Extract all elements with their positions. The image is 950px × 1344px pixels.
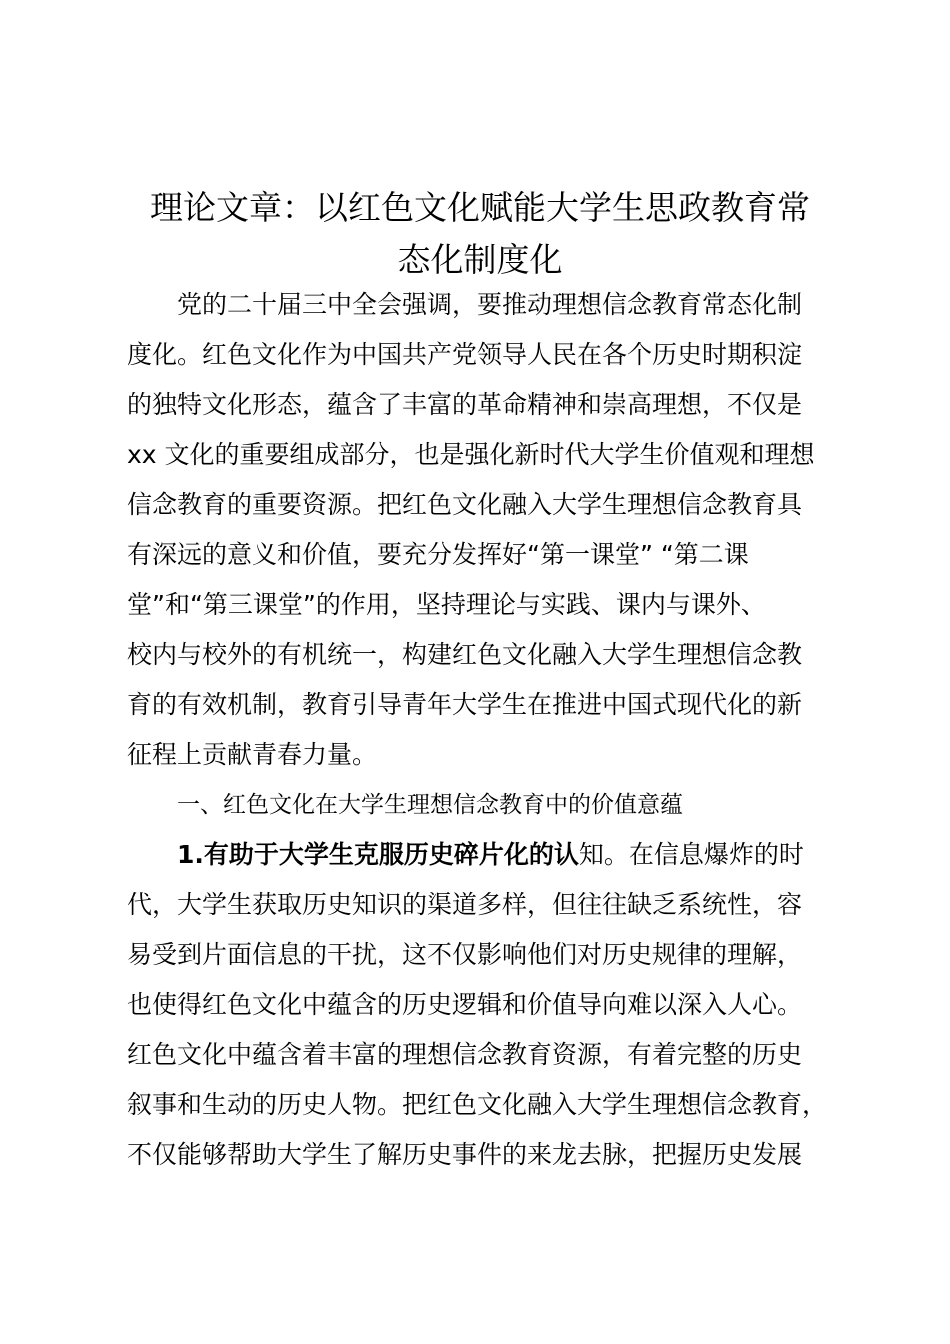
document-body (127, 280, 837, 1180)
intro-paragraph (127, 280, 837, 780)
document-title (110, 182, 850, 286)
paragraph-line: 堂”和“第三课堂”的作用，坚持理论与实践、课内与课外、 (127, 590, 766, 619)
subsection-first-line (127, 830, 837, 880)
paragraph-line: 征程上贡献青春力量。 (127, 740, 378, 769)
subsection-lead-rest: 知。在信息爆炸的时 (578, 840, 804, 869)
paragraph-line: 易受到片面信息的干扰，这不仅影响他们对历史规律的理解， (127, 940, 803, 969)
paragraph-line: 代，大学生获取历史知识的渠道多样，但往往缺乏系统性，容 (127, 890, 803, 919)
paragraph-line: 党的二十届三中全会强调，要推动理想信念教育常态化制 (177, 290, 803, 319)
paragraph-line: xx 文化的重要组成部分，也是强化新时代大学生价值观和理想 (127, 440, 815, 469)
paragraph-line: 的独特文化形态，蕴含了丰富的革命精神和崇高理想，不仅是 (127, 390, 803, 419)
title-line-1: 理论文章：以红色文化赋能大学生思政教育常 (150, 188, 810, 227)
paragraph-line: 有深远的意义和价值，要充分发挥好“第一课堂” “第二课 (127, 540, 749, 569)
paragraph-line: 度化。红色文化作为中国共产党领导人民在各个历史时期积淀 (127, 340, 803, 369)
paragraph-line: 育的有效机制，教育引导青年大学生在推进中国式现代化的新 (127, 690, 803, 719)
section-heading: 一、红色文化在大学生理想信念教育中的价值意蕴 (177, 792, 683, 818)
paragraph-line: 红色文化中蕴含着丰富的理想信念教育资源，有着完整的历史 (127, 1040, 803, 1069)
paragraph-line: 也使得红色文化中蕴含的历史逻辑和价值导向难以深入人心。 (127, 990, 803, 1019)
subsection-bold-lead: 1.有助于大学生克服历史碎片化的认 (177, 840, 579, 869)
subsection-paragraph (127, 830, 837, 1180)
title-line-2: 态化制度化 (397, 240, 563, 279)
paragraph-line: 校内与校外的有机统一，构建红色文化融入大学生理想信念教 (127, 640, 803, 669)
paragraph-line: 不仅能够帮助大学生了解历史事件的来龙去脉，把握历史发展 (127, 1140, 803, 1169)
paragraph-line: 叙事和生动的历史人物。把红色文化融入大学生理想信念教育， (127, 1090, 828, 1119)
paragraph-line: 信念教育的重要资源。把红色文化融入大学生理想信念教育具 (127, 490, 803, 519)
